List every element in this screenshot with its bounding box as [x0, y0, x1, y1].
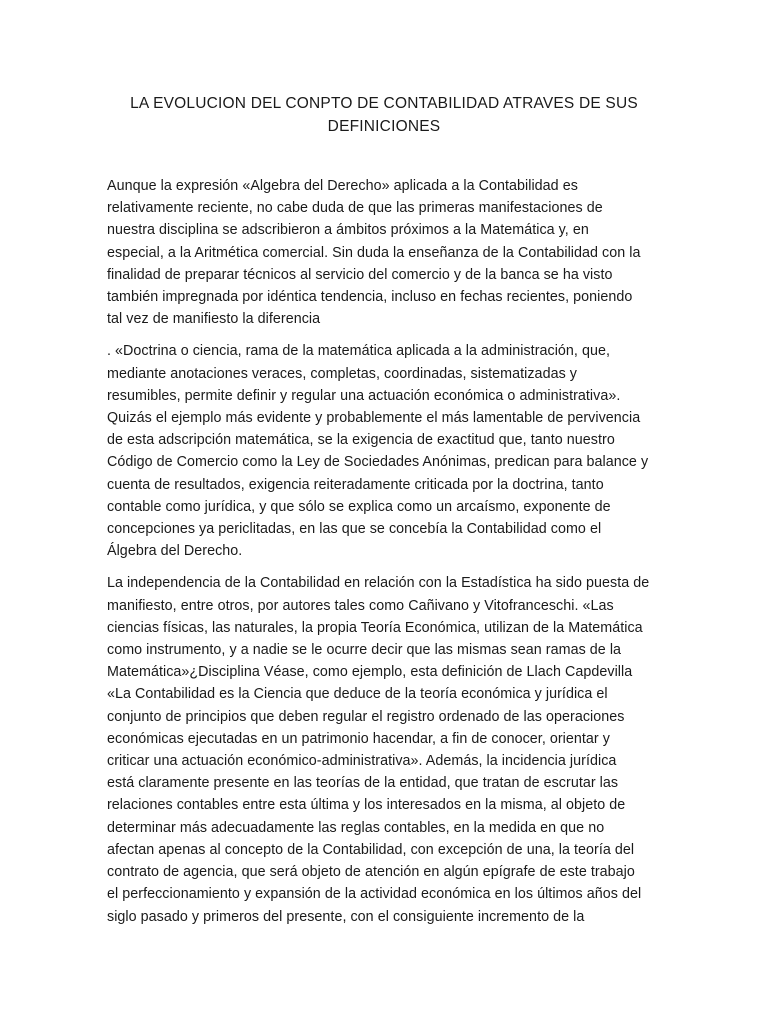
- text-line: tal vez de manifiesto la diferencia: [107, 311, 321, 328]
- text-line: conjunto de principios que deben regular el registro ordenado de las operaciones: [107, 708, 625, 725]
- text-line: Aunque la expresión «Algebra del Derecho» aplicada a la Contabilidad es: [107, 178, 578, 194]
- text-line: el perfeccionamiento y expansión de la actividad económica en los últimos años del: [107, 886, 642, 903]
- text-line: de esta adscripción matemática, se la exigencia de exactitud que, tanto nuestro: [107, 432, 615, 449]
- text-line: afectan apenas al concepto de la Contabilidad, con excepción de una, la teoría del: [107, 841, 635, 858]
- text-line: económicas ejecutadas en un patrimonio hacendar, a fin de conocer, orientar y: [107, 730, 610, 747]
- paragraph-2: [107, 340, 687, 562]
- text-line: Quizás el ejemplo más evidente y probablemente el más lamentable de pervivencia: [107, 410, 641, 427]
- text-line: nuestra disciplina se adscribieron a ámbitos próximos a la Matemática y, en: [107, 222, 589, 239]
- text-line: cuenta de resultados, exigencia reiteradamente criticada por la doctrina, tanto: [107, 476, 604, 493]
- text-line: contrato de agencia, que será objeto de atención en algún epígrafe de este trabajo: [107, 864, 635, 881]
- text-line: especial, a la Aritmética comercial. Sin duda la enseñanza de la Contabilidad con la: [107, 244, 641, 261]
- text-line: Código de Comercio como la Ley de Sociedades Anónimas, predican para balance y: [107, 454, 649, 471]
- title-line: DEFINICIONES: [327, 118, 441, 135]
- text-line: relativamente reciente, no cabe duda de que las primeras manifestaciones de: [107, 200, 603, 217]
- text-line: «La Contabilidad es la Ciencia que deduce de la teoría económica y jurídica el: [107, 686, 608, 703]
- document-body: [107, 175, 687, 938]
- text-line: La independencia de la Contabilidad en relación con la Estadística ha sido puesta de: [107, 575, 650, 592]
- paragraph-1: [107, 175, 687, 330]
- text-line: finalidad de preparar técnicos al servicio del comercio y de la banca se ha visto: [107, 266, 613, 283]
- document-title: [100, 92, 668, 138]
- text-line: contable como jurídica, y que sólo se explica como un arcaísmo, exponente de: [107, 498, 611, 515]
- text-line: también impregnada por idéntica tendencia, incluso en fechas recientes, poniendo: [107, 289, 633, 306]
- text-line: relaciones contables entre esta última y los interesados en la misma, al objeto de: [107, 797, 626, 814]
- paragraph-3: [107, 572, 687, 927]
- text-line: ciencias físicas, las naturales, la propia Teoría Económica, utilizan de la Matemática: [107, 619, 643, 636]
- text-line: está claramente presente en las teorías de la entidad, que tratan de escrutar las: [107, 775, 619, 792]
- text-line: concepciones ya periclitadas, en las que se concebía la Contabilidad como el: [107, 521, 602, 538]
- text-line: manifiesto, entre otros, por autores tales como Cañivano y Vitofranceschi. «Las: [107, 597, 614, 614]
- text-line: Álgebra del Derecho.: [107, 543, 243, 560]
- text-line: criticar una actuación económico-administrativa». Además, la incidencia jurídica: [107, 753, 617, 770]
- text-line: mediante anotaciones veraces, completas, coordinadas, sistematizadas y: [107, 365, 577, 382]
- text-line: siglo pasado y primeros del presente, con el consiguiente incremento de la: [107, 908, 585, 925]
- title-line: LA EVOLUCION DEL CONPTO DE CONTABILIDAD ATRAVES DE SUS: [130, 95, 638, 112]
- text-line: como instrumento, y a nadie se le ocurre decir que las mismas sean ramas de la: [107, 642, 622, 659]
- text-line: determinar más adecuadamente las reglas contables, en la medida en que no: [107, 819, 605, 836]
- text-line: Matemática»¿Disciplina Véase, como ejemplo, esta definición de Llach Capdevilla: [107, 664, 633, 681]
- text-line: resumibles, permite definir y regular una actuación económica o administrativa».: [107, 387, 621, 404]
- text-line: . «Doctrina o ciencia, rama de la matemática aplicada a la administración, que,: [107, 343, 611, 360]
